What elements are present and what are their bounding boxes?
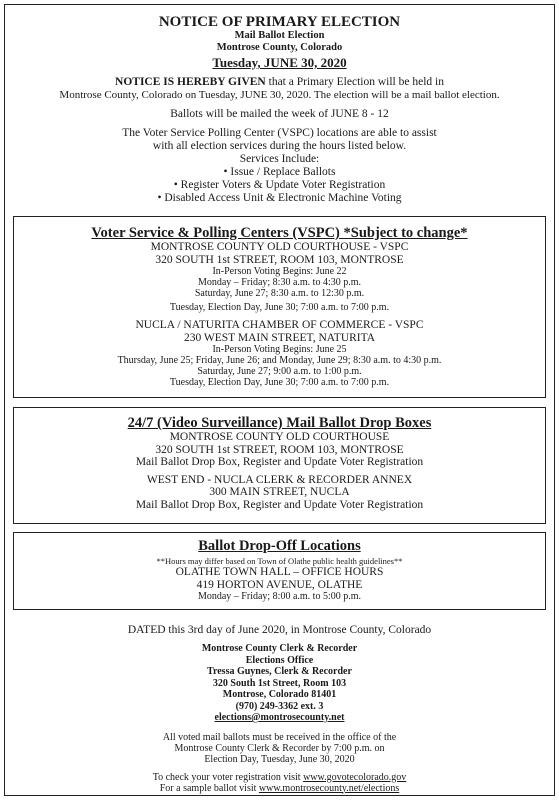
voting-begins: In-Person Voting Begins: June 25 (212, 344, 347, 355)
notice-bold-lead: NOTICE IS HEREBY GIVEN (115, 76, 266, 88)
deadline-line-1: All voted mail ballots must be received in the office of the (162, 731, 397, 743)
deadline-line-2: Montrose County Clerk & Recorder by 7:00 p.m. on (174, 742, 385, 754)
check-registration-line (5, 772, 554, 783)
notice-line-1-rest: that a Primary Election will be held in (265, 76, 444, 88)
header (5, 15, 554, 71)
drop-boxes-box (13, 407, 546, 524)
drop-box-montrose (14, 431, 545, 469)
ballot-deadline-block (5, 732, 554, 765)
service-item: • Disabled Access Unit & Electronic Machine Voting (157, 192, 402, 204)
hours-saturday: Saturday, June 27; 8:30 a.m. to 12:30 p.m. (194, 288, 365, 299)
drop-boxes-title: 24/7 (Video Surveillance) Mail Ballot Drop Boxes (127, 415, 432, 431)
notice-subtitle-county: Montrose County, Colorado (216, 42, 343, 53)
office-hours: Monday – Friday; 8:00 a.m. to 5:00 p.m. (197, 591, 362, 602)
deadline-line-3: Election Day, Tuesday, June 30, 2020 (204, 753, 355, 765)
location-address: 320 SOUTH 1st STREET, ROOM 103, MONTROSE (155, 253, 404, 266)
location-name: NUCLA / NATURITA CHAMBER OF COMMERCE - VSPC (135, 319, 424, 331)
vspc-intro-line-2: with all election services during the hours listed below. (152, 140, 407, 152)
ballots-mailed-text: Ballots will be mailed the week of JUNE 8 - 12 (170, 108, 389, 120)
vspc-intro-line-1: The Voter Service Polling Center (VSPC) locations are able to assist (122, 127, 437, 139)
location-name: MONTROSE COUNTY OLD COURTHOUSE (169, 431, 390, 443)
contact-line: 320 South 1st Street, Room 103 (212, 677, 347, 689)
vspc-box (13, 216, 546, 398)
voting-begins: In-Person Voting Begins: June 22 (212, 266, 347, 277)
location-name: MONTROSE COUNTY OLD COURTHOUSE - VSPC (150, 241, 409, 253)
intro-section (5, 76, 554, 205)
hours-weekday: Monday – Friday; 8:30 a.m. to 4:30 p.m. (197, 277, 362, 288)
vspc-location-montrose (14, 241, 545, 313)
footer-section (5, 624, 554, 794)
location-address: 419 HORTON AVENUE, OLATHE (196, 578, 363, 591)
clerk-contact-block (5, 643, 554, 724)
location-address: 320 SOUTH 1st STREET, ROOM 103, MONTROSE (155, 443, 404, 456)
location-description: Mail Ballot Drop Box, Register and Update Voter Registration (135, 456, 424, 468)
location-description: Mail Ballot Drop Box, Register and Update Voter Registration (135, 498, 424, 511)
sample-ballot-text: For a sample ballot visit (159, 782, 259, 794)
govotecolorado-link[interactable]: www.govotecolorado.gov (303, 771, 407, 783)
health-guidelines-note: **Hours may differ based on Town of Olathe public health guidelines** (156, 556, 403, 566)
location-address: 300 MAIN STREET, NUCLA (209, 486, 350, 498)
check-registration-text: To check your voter registration visit (152, 771, 304, 783)
sample-ballot-line (5, 783, 554, 794)
email-link[interactable]: elections@montrosecounty.net (214, 712, 345, 723)
notice-title: NOTICE OF PRIMARY ELECTION (158, 14, 401, 30)
vspc-location-naturita (14, 319, 545, 388)
contact-line: Montrose County Clerk & Recorder (201, 643, 358, 654)
drop-off-title: Ballot Drop-Off Locations (198, 538, 361, 554)
dated-statement: DATED this 3rd day of June 2020, in Montrose County, Colorado (127, 624, 432, 636)
contact-line: Tressa Guynes, Clerk & Recorder (207, 666, 352, 677)
sample-ballot-link[interactable]: www.montrosecounty.net/elections (258, 782, 400, 794)
hours-saturday: Saturday, June 27; 9:00 a.m. to 1:00 p.m. (197, 366, 362, 377)
drop-box-nucla (14, 474, 545, 512)
hours-election-day: Tuesday, Election Day, June 30; 7:00 a.m. to 7:00 p.m. (169, 377, 390, 388)
contact-line: Montrose, Colorado 81401 (222, 689, 337, 700)
services-label: Services Include: (239, 153, 320, 165)
notice-subtitle-mail-ballot: Mail Ballot Election (234, 30, 325, 41)
service-item: • Issue / Replace Ballots (223, 166, 336, 178)
drop-off-box (13, 532, 546, 610)
hours-election-day: Tuesday, Election Day, June 30; 7:00 a.m. to 7:00 p.m. (169, 302, 390, 313)
election-date: Tuesday, JUNE 30, 2020 (212, 55, 347, 70)
election-notice-page (4, 4, 555, 796)
notice-line-1 (5, 76, 554, 89)
notice-line-2: Montrose County, Colorado on Tuesday, JUNE 30, 2020. The election will be a mail ballot election. (59, 89, 500, 101)
location-address: 230 WEST MAIN STREET, NATURITA (183, 331, 376, 344)
contact-line: (970) 249-3362 ext. 3 (235, 700, 324, 712)
service-item: • Register Voters & Update Voter Registration (173, 179, 386, 191)
contact-line: Elections Office (245, 654, 314, 666)
links-block (5, 772, 554, 794)
hours-weekdays: Thursday, June 25; Friday, June 26; and Monday, June 29; 8:30 a.m. to 4:30 p.m. (117, 355, 442, 366)
location-name: WEST END - NUCLA CLERK & RECORDER ANNEX (146, 473, 413, 486)
location-name: OLATHE TOWN HALL – OFFICE HOURS (175, 566, 384, 578)
vspc-box-title: Voter Service & Polling Centers (VSPC) *Subject to change* (91, 225, 468, 241)
